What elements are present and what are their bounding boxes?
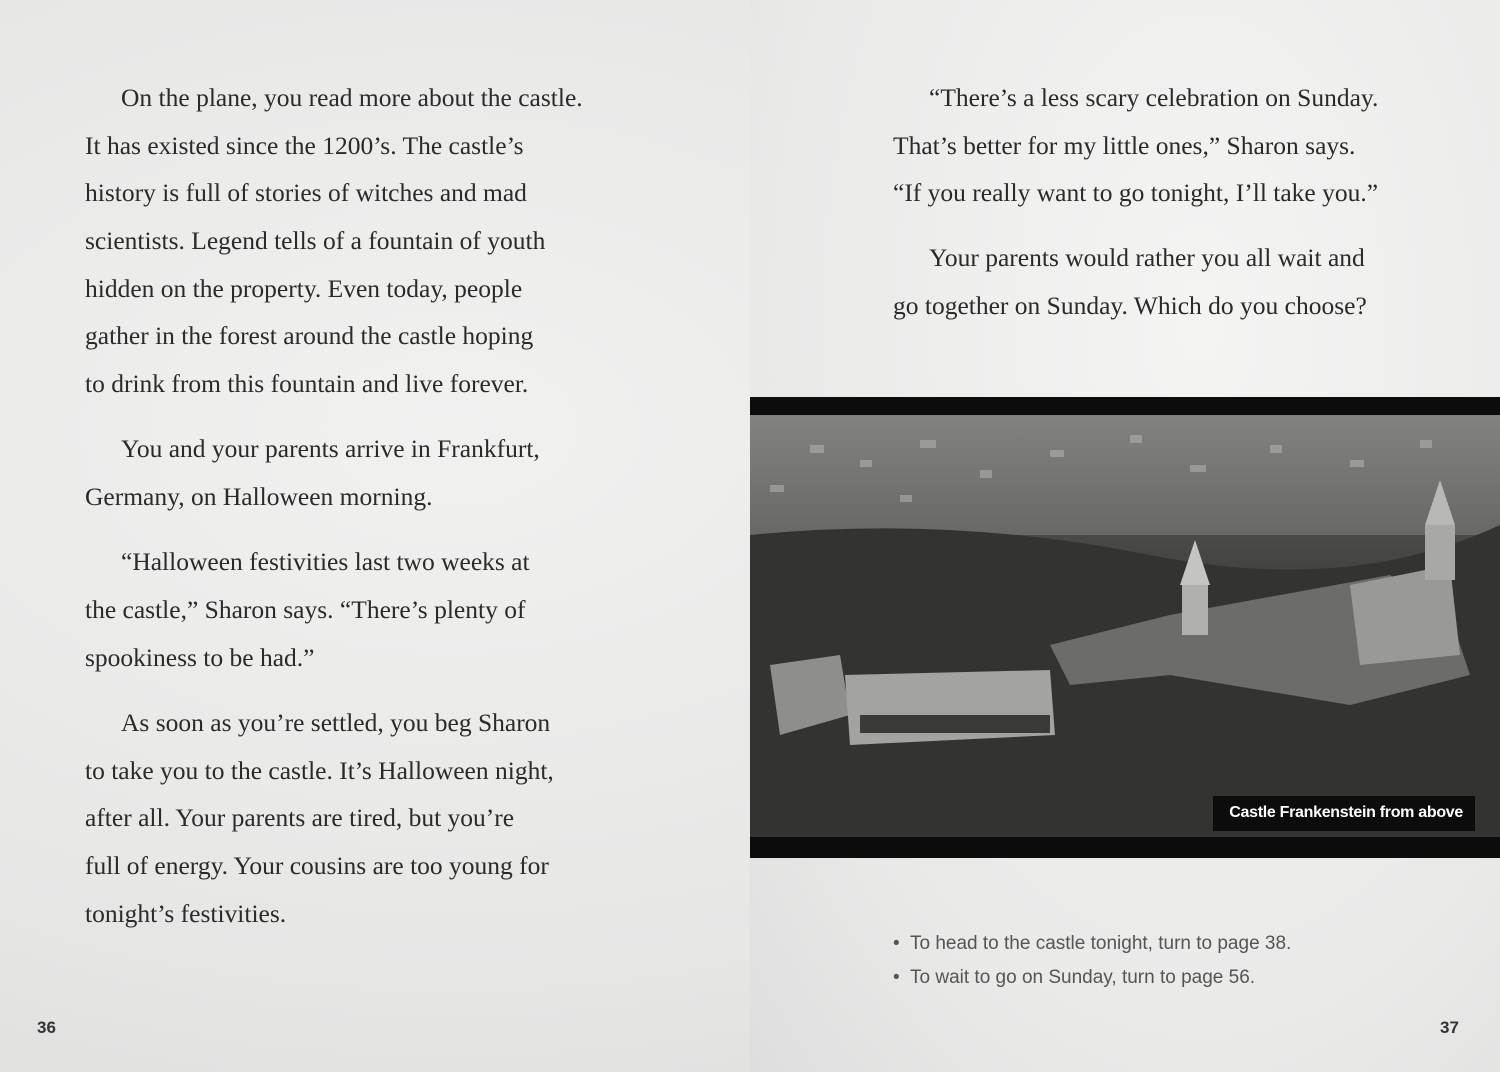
text-line: Your parents would rather you all wait and (929, 243, 1365, 272)
choice-text: To wait to go on Sunday, turn to page 56. (910, 967, 1256, 988)
text-line: the castle,” Sharon says. “There’s plenty of (85, 595, 526, 624)
text-line: That’s better for my little ones,” Sharon says. (893, 131, 1356, 160)
choice-item (893, 967, 1255, 989)
text-line: As soon as you’re settled, you beg Sharon (121, 708, 551, 737)
text-line: You and your parents arrive in Frankfurt, (121, 434, 540, 463)
bullet-icon: • (893, 967, 900, 988)
page-number-left: 36 (37, 1018, 56, 1037)
text-line: after all. Your parents are tired, but you’re (85, 803, 515, 832)
castle-illustration (750, 415, 1500, 837)
aerial-image (750, 415, 1500, 837)
text-line: hidden on the property. Even today, people (85, 274, 523, 303)
text-line: scientists. Legend tells of a fountain of youth (85, 226, 546, 255)
text-line: tonight’s festivities. (85, 899, 287, 928)
text-line: history is full of stories of witches and mad (85, 178, 527, 207)
choice-item (893, 933, 1291, 955)
text-line: to drink from this fountain and live forever. (85, 369, 529, 398)
text-line: spookiness to be had.” (85, 643, 315, 672)
bullet-icon: • (893, 933, 900, 954)
page-number-right: 37 (1440, 1018, 1459, 1037)
text-line: “There’s a less scary celebration on Sunday. (929, 83, 1379, 112)
text-line: “If you really want to go tonight, I’ll take you.” (893, 178, 1379, 207)
castle-photo (750, 397, 1500, 858)
text-line: “Halloween festivities last two weeks at (121, 547, 530, 576)
text-line: go together on Sunday. Which do you choose? (893, 291, 1367, 320)
text-line: It has existed since the 1200’s. The castle’s (85, 131, 524, 160)
text-line: to take you to the castle. It’s Halloween night, (85, 756, 554, 785)
choice-text: To head to the castle tonight, turn to page 38. (910, 933, 1292, 954)
photo-caption: Castle Frankenstein from above (1213, 796, 1475, 831)
text-line: full of energy. Your cousins are too young for (85, 851, 549, 880)
text-line: Germany, on Halloween morning. (85, 482, 433, 511)
text-line: gather in the forest around the castle hoping (85, 321, 534, 350)
text-line: On the plane, you read more about the castle. (121, 83, 583, 112)
